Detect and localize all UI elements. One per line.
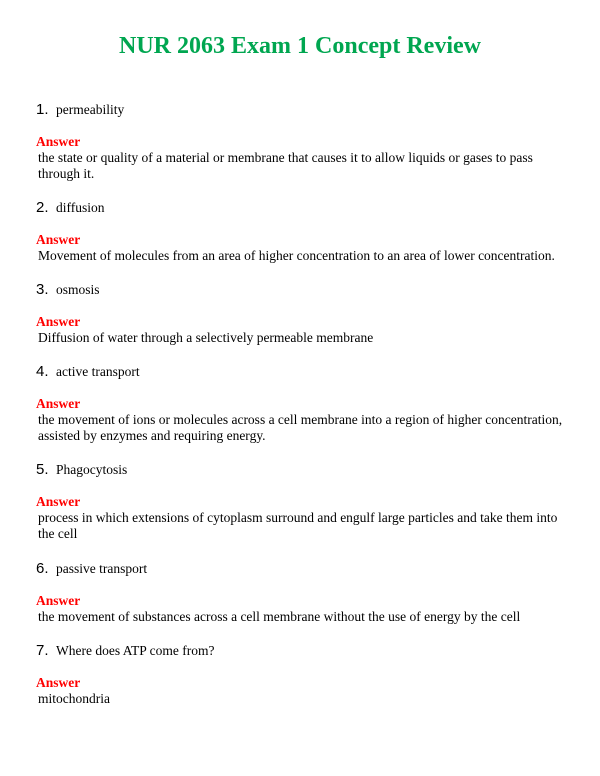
answer-text: the state or quality of a material or membrane that causes it to allow liquids or gases to pass through it. bbox=[38, 150, 533, 181]
answer-text: the movement of substances across a cell membrane without the use of energy by the cell bbox=[38, 609, 521, 624]
question-term: osmosis bbox=[56, 282, 100, 297]
qa-item-5 bbox=[36, 461, 576, 542]
question-number: 7. bbox=[36, 642, 49, 659]
question-term: diffusion bbox=[56, 200, 105, 215]
answer-label: Answer bbox=[36, 134, 81, 149]
question-term: Phagocytosis bbox=[56, 462, 128, 477]
page-title: NUR 2063 Exam 1 Concept Review bbox=[119, 33, 481, 59]
question-number: 2. bbox=[36, 199, 49, 216]
question-1 bbox=[36, 101, 576, 118]
question-7 bbox=[36, 642, 576, 659]
question-number: 5. bbox=[36, 461, 49, 478]
answer-label: Answer bbox=[36, 494, 81, 509]
answer-label: Answer bbox=[36, 675, 81, 690]
question-term: Where does ATP come from? bbox=[56, 643, 215, 658]
qa-item-2 bbox=[36, 199, 576, 264]
question-term: active transport bbox=[56, 364, 140, 379]
qa-item-7 bbox=[36, 642, 576, 707]
question-number: 1. bbox=[36, 101, 49, 118]
qa-item-4 bbox=[36, 363, 576, 444]
qa-item-1 bbox=[36, 101, 576, 182]
answer-label: Answer bbox=[36, 396, 81, 411]
question-term: passive transport bbox=[56, 561, 148, 576]
question-number: 4. bbox=[36, 363, 49, 380]
question-2 bbox=[36, 199, 576, 216]
answer-text: mitochondria bbox=[38, 691, 110, 706]
question-6 bbox=[36, 560, 576, 577]
qa-item-3 bbox=[36, 281, 576, 346]
question-number: 6. bbox=[36, 560, 49, 577]
answer-label: Answer bbox=[36, 314, 81, 329]
answer-text: process in which extensions of cytoplasm surround and engulf large particles and take them into the cell bbox=[38, 510, 558, 541]
answer-label: Answer bbox=[36, 593, 81, 608]
question-5 bbox=[36, 461, 576, 478]
answer-text: the movement of ions or molecules across a cell membrane into a region of higher concentration, assisted by enzymes and requiring energy. bbox=[38, 412, 563, 443]
qa-item-6 bbox=[36, 560, 576, 625]
answer-text: Movement of molecules from an area of higher concentration to an area of lower concentration. bbox=[38, 248, 555, 263]
question-number: 3. bbox=[36, 281, 49, 298]
question-term: permeability bbox=[56, 102, 125, 117]
question-4 bbox=[36, 363, 576, 380]
question-3 bbox=[36, 281, 576, 298]
answer-label: Answer bbox=[36, 232, 81, 247]
answer-text: Diffusion of water through a selectively permeable membrane bbox=[38, 330, 374, 345]
